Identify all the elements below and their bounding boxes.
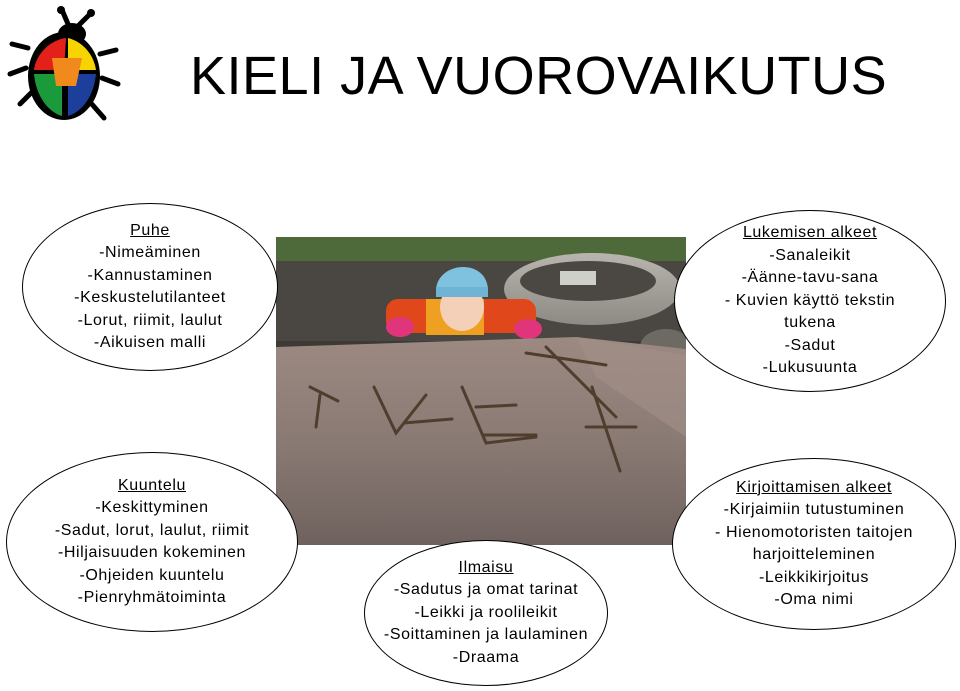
bubble-line: -Soittaminen ja laulaminen bbox=[383, 626, 589, 644]
bubble-heading: Lukemisen alkeet bbox=[742, 224, 878, 242]
bubble-line: -Kannustaminen bbox=[87, 266, 213, 284]
bubble-line: tukena bbox=[784, 314, 836, 332]
bubble-line: -Lorut, riimit, laulut bbox=[77, 311, 223, 329]
bubble-line: -Äänne-tavu-sana bbox=[741, 269, 879, 287]
bubble-line: harjoitteleminen bbox=[752, 546, 876, 563]
bubble-heading: Kuuntelu bbox=[118, 476, 186, 494]
bubble-line: -Sanaleikit bbox=[769, 246, 851, 264]
page-title: KIELI JA VUOROVAIKUTUS bbox=[190, 46, 888, 106]
ilmaisu-bubble bbox=[364, 540, 608, 686]
bubble-line: -Keskittyminen bbox=[95, 499, 209, 516]
bubble-line: -Hiljaisuuden kokeminen bbox=[57, 544, 247, 561]
kirjoittamisen-alkeet-bubble bbox=[672, 458, 956, 630]
bubble-line: -Oma nimi bbox=[774, 591, 854, 608]
bubble-line: -Aikuisen malli bbox=[93, 334, 207, 351]
bubble-line: -Draama bbox=[452, 648, 520, 666]
lukemisen-alkeet-bubble bbox=[674, 210, 946, 392]
bubble-line: -Pienryhmätoiminta bbox=[77, 589, 227, 606]
bubble-line: -Ohjeiden kuuntelu bbox=[79, 566, 225, 584]
puhe-bubble bbox=[22, 203, 278, 371]
bubble-line: -Leikki ja roolileikit bbox=[414, 603, 558, 621]
bubble-line: -Lukusuunta bbox=[762, 359, 858, 377]
bubble-line: -Kirjaimiin tutustuminen bbox=[723, 501, 905, 518]
bubble-line: - Hienomotoristen taitojen bbox=[715, 523, 913, 541]
bubble-line: -Sadut bbox=[784, 336, 836, 354]
bubble-line: -Nimeäminen bbox=[99, 244, 201, 261]
bubble-line: - Kuvien käyttö tekstin bbox=[724, 291, 896, 309]
bubble-line: -Leikkikirjoitus bbox=[758, 568, 870, 586]
ladybug-logo-icon bbox=[6, 4, 126, 130]
child-stone-photo bbox=[276, 237, 686, 545]
bubble-heading: Ilmaisu bbox=[458, 558, 514, 576]
kuuntelu-bubble bbox=[6, 452, 298, 632]
bubble-heading: Puhe bbox=[130, 221, 170, 239]
bubble-heading: Kirjoittamisen alkeet bbox=[736, 478, 892, 496]
bubble-line: -Sadut, lorut, laulut, riimit bbox=[54, 521, 250, 539]
bubble-line: -Sadutus ja omat tarinat bbox=[393, 581, 579, 599]
bubble-line: -Keskustelutilanteet bbox=[74, 289, 226, 306]
